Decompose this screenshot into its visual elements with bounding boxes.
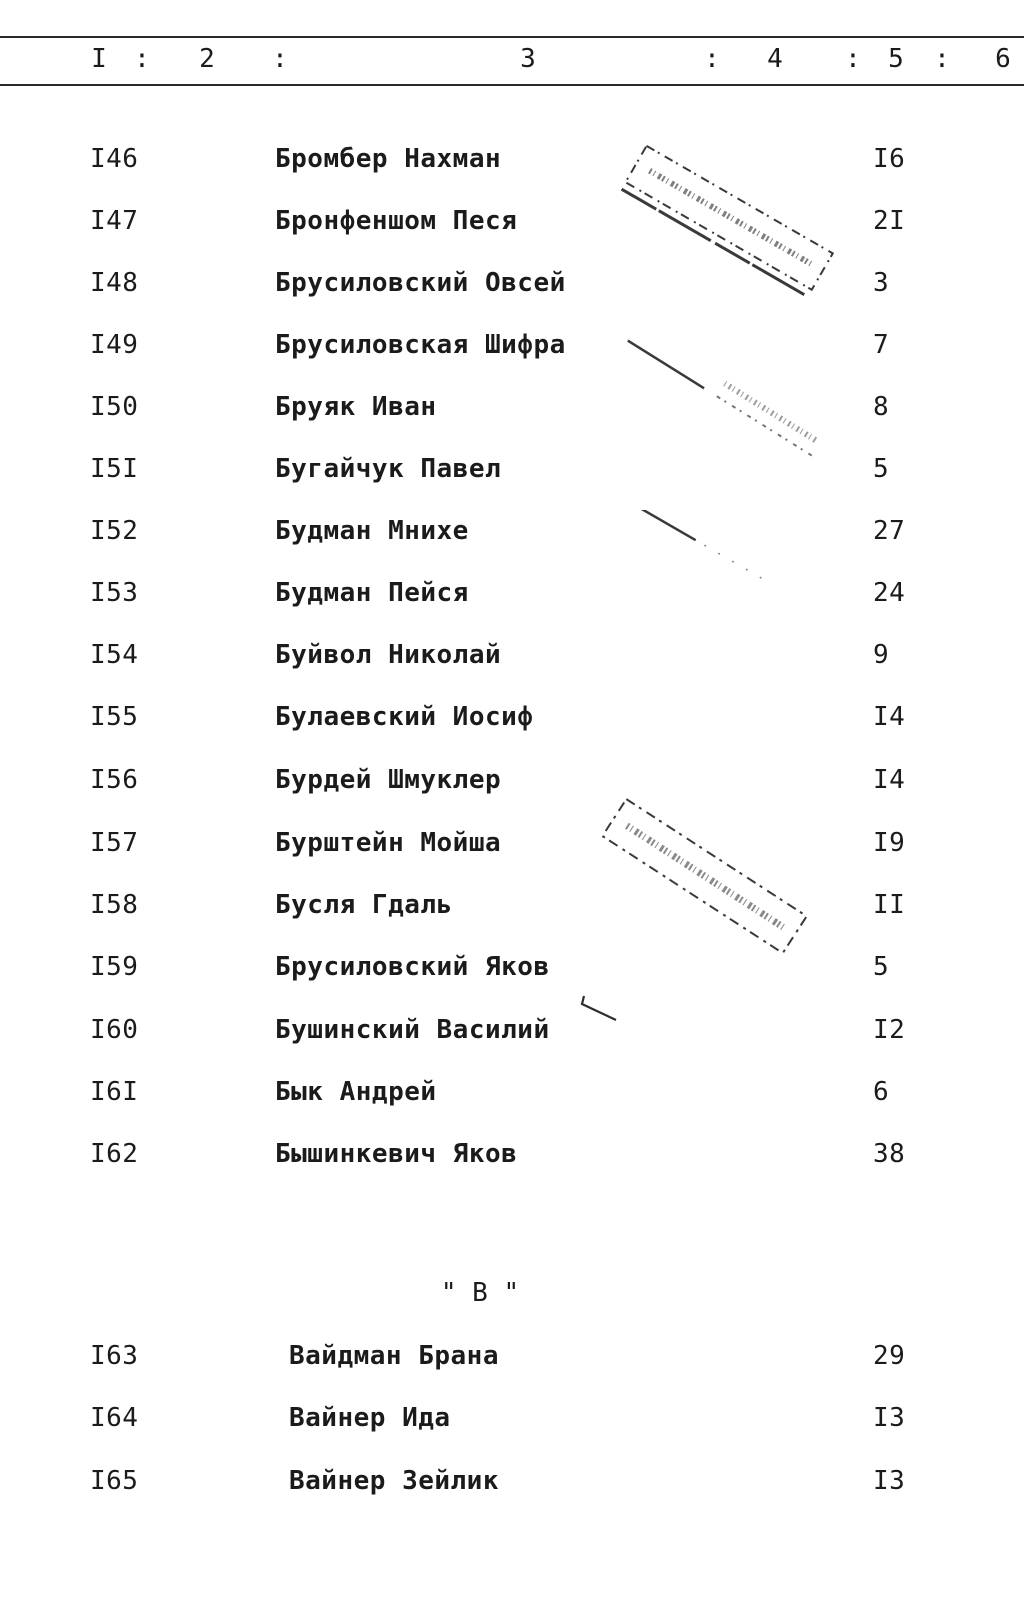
entry-name: Бугайчук Павел <box>275 454 502 484</box>
list-item <box>0 1398 1024 1438</box>
entry-page: 8 <box>873 392 890 422</box>
column-separator: : <box>845 44 861 74</box>
list-item <box>0 139 1024 179</box>
entry-name: Вайнер Ида <box>289 1403 451 1433</box>
entry-number: I58 <box>90 890 139 920</box>
list-item <box>0 1336 1024 1376</box>
entry-page: I4 <box>873 702 906 732</box>
column-header-6: 6 <box>995 44 1011 74</box>
entry-number: I63 <box>90 1341 139 1371</box>
entry-number: I53 <box>90 578 139 608</box>
column-header-2: 2 <box>199 44 215 74</box>
entry-name: Вайнер Зейлик <box>289 1466 499 1496</box>
column-separator: : <box>272 44 288 74</box>
entry-page: 24 <box>873 578 906 608</box>
entry-name: Бронфеншом Песя <box>275 206 518 236</box>
entry-name: Будман Мнихе <box>275 516 469 546</box>
entry-page: 5 <box>873 454 890 484</box>
entry-page: 7 <box>873 330 890 360</box>
entry-name: Брусиловский Яков <box>275 952 550 982</box>
entry-page: 29 <box>873 1341 906 1371</box>
entry-page: II <box>873 890 906 920</box>
entry-name: Буйвол Николай <box>275 640 502 670</box>
column-separator: : <box>134 44 150 74</box>
list-item <box>0 573 1024 613</box>
entry-name: Бурдей Шмуклер <box>275 765 502 795</box>
entry-page: I4 <box>873 765 906 795</box>
header-top-rule <box>0 36 1024 38</box>
entry-page: I2 <box>873 1015 906 1045</box>
list-item <box>0 823 1024 863</box>
column-header-5: 5 <box>888 44 904 74</box>
entry-page: I3 <box>873 1403 906 1433</box>
list-item <box>0 201 1024 241</box>
entry-number: I50 <box>90 392 139 422</box>
list-item <box>0 885 1024 925</box>
entry-number: I60 <box>90 1015 139 1045</box>
entry-number: I62 <box>90 1139 139 1169</box>
entry-number: I48 <box>90 268 139 298</box>
entry-number: I52 <box>90 516 139 546</box>
list-item <box>0 635 1024 675</box>
entry-name: Бушинский Василий <box>275 1015 550 1045</box>
column-header-3: 3 <box>520 44 536 74</box>
entry-name: Брусиловский Овсей <box>275 268 566 298</box>
entry-name: Бромбер Нахман <box>275 144 502 174</box>
list-item <box>0 1134 1024 1174</box>
entry-name: Вайдман Брана <box>289 1341 499 1371</box>
entry-page: 38 <box>873 1139 906 1169</box>
list-item <box>0 1010 1024 1050</box>
column-header-4: 4 <box>767 44 783 74</box>
entry-page: I3 <box>873 1466 906 1496</box>
column-separator: : <box>704 44 720 74</box>
entry-number: I54 <box>90 640 139 670</box>
entry-page: 5 <box>873 952 890 982</box>
entry-page: I6 <box>873 144 906 174</box>
entry-number: I5I <box>90 454 139 484</box>
entry-number: I49 <box>90 330 139 360</box>
list-item <box>0 449 1024 489</box>
list-item <box>0 325 1024 365</box>
entry-name: Бусля Гдаль <box>275 890 453 920</box>
entry-name: Брусиловская Шифра <box>275 330 566 360</box>
entry-number: I6I <box>90 1077 139 1107</box>
list-item <box>0 511 1024 551</box>
section-heading: " В " <box>440 1278 520 1308</box>
list-item <box>0 947 1024 987</box>
entry-number: I65 <box>90 1466 139 1496</box>
entry-page: I9 <box>873 828 906 858</box>
entry-number: I46 <box>90 144 139 174</box>
entry-name: Булаевский Иосиф <box>275 702 534 732</box>
list-item <box>0 263 1024 303</box>
entry-number: I56 <box>90 765 139 795</box>
column-separator: : <box>934 44 950 74</box>
list-item <box>0 697 1024 737</box>
entry-page: 3 <box>873 268 890 298</box>
entry-name: Бышинкевич Яков <box>275 1139 518 1169</box>
entry-number: I47 <box>90 206 139 236</box>
list-item <box>0 1072 1024 1112</box>
column-header-1: I <box>91 44 107 74</box>
entry-page: 9 <box>873 640 890 670</box>
entry-name: Бурштейн Мойша <box>275 828 502 858</box>
entry-page: 6 <box>873 1077 890 1107</box>
entry-number: I59 <box>90 952 139 982</box>
entry-page: 27 <box>873 516 906 546</box>
entry-name: Будман Пейся <box>275 578 469 608</box>
list-item <box>0 1461 1024 1501</box>
entry-number: I64 <box>90 1403 139 1433</box>
entry-page: 2I <box>873 206 906 236</box>
entry-number: I55 <box>90 702 139 732</box>
list-item <box>0 760 1024 800</box>
entry-name: Бык Андрей <box>275 1077 437 1107</box>
entry-name: Бруяк Иван <box>275 392 437 422</box>
header-bottom-rule <box>0 84 1024 86</box>
entry-number: I57 <box>90 828 139 858</box>
list-item <box>0 387 1024 427</box>
